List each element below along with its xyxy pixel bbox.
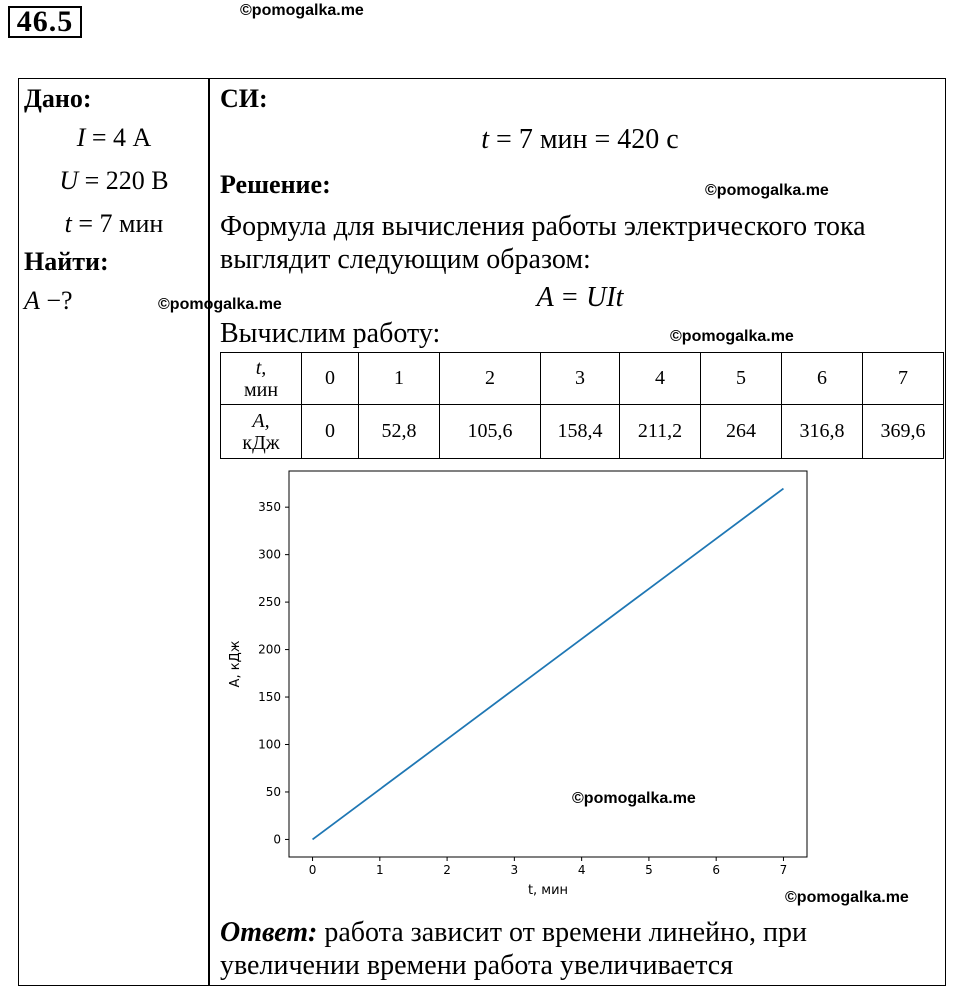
table-cell: 4 <box>620 353 701 405</box>
table-cell: 2 <box>440 353 541 405</box>
y-tick-label: 250 <box>258 595 281 610</box>
si-heading: СИ: <box>220 84 268 113</box>
find-heading: Найти: <box>24 247 109 276</box>
watermark-bottom: ©pomogalka.me <box>785 889 909 906</box>
table-cell: 0 <box>302 405 359 459</box>
x-tick-label: 7 <box>779 863 788 877</box>
table-cell: 52,8 <box>359 405 440 459</box>
work-formula: A = UIt <box>536 282 624 313</box>
calc-text: Вычислим работу: <box>220 318 441 349</box>
y-tick-label: 100 <box>258 737 281 752</box>
x-axis-label: t, мин <box>527 883 569 898</box>
table-cell: 0 <box>302 353 359 405</box>
x-tick-label: 3 <box>510 863 519 877</box>
x-tick-label: 1 <box>375 863 384 877</box>
y-tick-label: 150 <box>258 690 281 705</box>
watermark-top: ©pomogalka.me <box>240 2 364 19</box>
y-tick-label: 50 <box>265 784 281 799</box>
x-tick-label: 5 <box>645 863 653 877</box>
series-line <box>313 489 784 840</box>
table-cell: 7 <box>863 353 944 405</box>
x-tick-label: 4 <box>577 863 586 877</box>
table-cell: 1 <box>359 353 440 405</box>
table-cell: 105,6 <box>440 405 541 459</box>
answer-text: Ответ: работа зависит от времени линейно, при увеличении времени работа увеличивается <box>220 917 807 981</box>
x-tick-label: 6 <box>712 863 721 877</box>
values-table <box>220 352 944 459</box>
column-divider <box>208 78 210 986</box>
table-cell: 3 <box>541 353 620 405</box>
y-tick-label: 300 <box>258 547 281 562</box>
table-cell: 264 <box>701 405 782 459</box>
solution-paragraph: Формула для вычисления работы электрического тока выглядит следующим образом: <box>220 211 866 275</box>
watermark-solution: ©pomogalka.me <box>705 182 829 199</box>
si-conversion: t = 7 мин = 420 с <box>481 124 679 155</box>
given-heading: Дано: <box>24 84 92 113</box>
problem-number: 46.5 <box>8 6 82 38</box>
table-cell: 6 <box>782 353 863 405</box>
x-tick-label: 0 <box>308 863 317 877</box>
given-voltage: U = 220 В <box>59 166 169 195</box>
table-cell: 316,8 <box>782 405 863 459</box>
table-cell: 211,2 <box>620 405 701 459</box>
given-column <box>24 82 204 322</box>
given-time: t = 7 мин <box>64 209 164 238</box>
work-time-chart <box>222 466 822 912</box>
table-row-time <box>221 353 944 405</box>
watermark-chart: ©pomogalka.me <box>572 790 696 807</box>
table-header-time: t, мин <box>221 353 302 405</box>
solution-heading: Решение: <box>220 170 331 199</box>
table-cell: 158,4 <box>541 405 620 459</box>
given-current: I = 4 А <box>76 123 152 152</box>
table-cell: 369,6 <box>863 405 944 459</box>
table-row-work <box>221 405 944 459</box>
table-header-work: A, кДж <box>221 405 302 459</box>
find-value: A −? <box>24 286 73 315</box>
y-tick-label: 200 <box>258 642 281 657</box>
x-tick-label: 2 <box>443 863 451 877</box>
watermark-calc: ©pomogalka.me <box>670 328 794 345</box>
watermark-left: ©pomogalka.me <box>158 296 282 313</box>
y-tick-label: 0 <box>273 832 281 847</box>
y-axis-label: А, кДж <box>228 640 243 688</box>
table-cell: 5 <box>701 353 782 405</box>
y-tick-label: 350 <box>258 500 281 515</box>
